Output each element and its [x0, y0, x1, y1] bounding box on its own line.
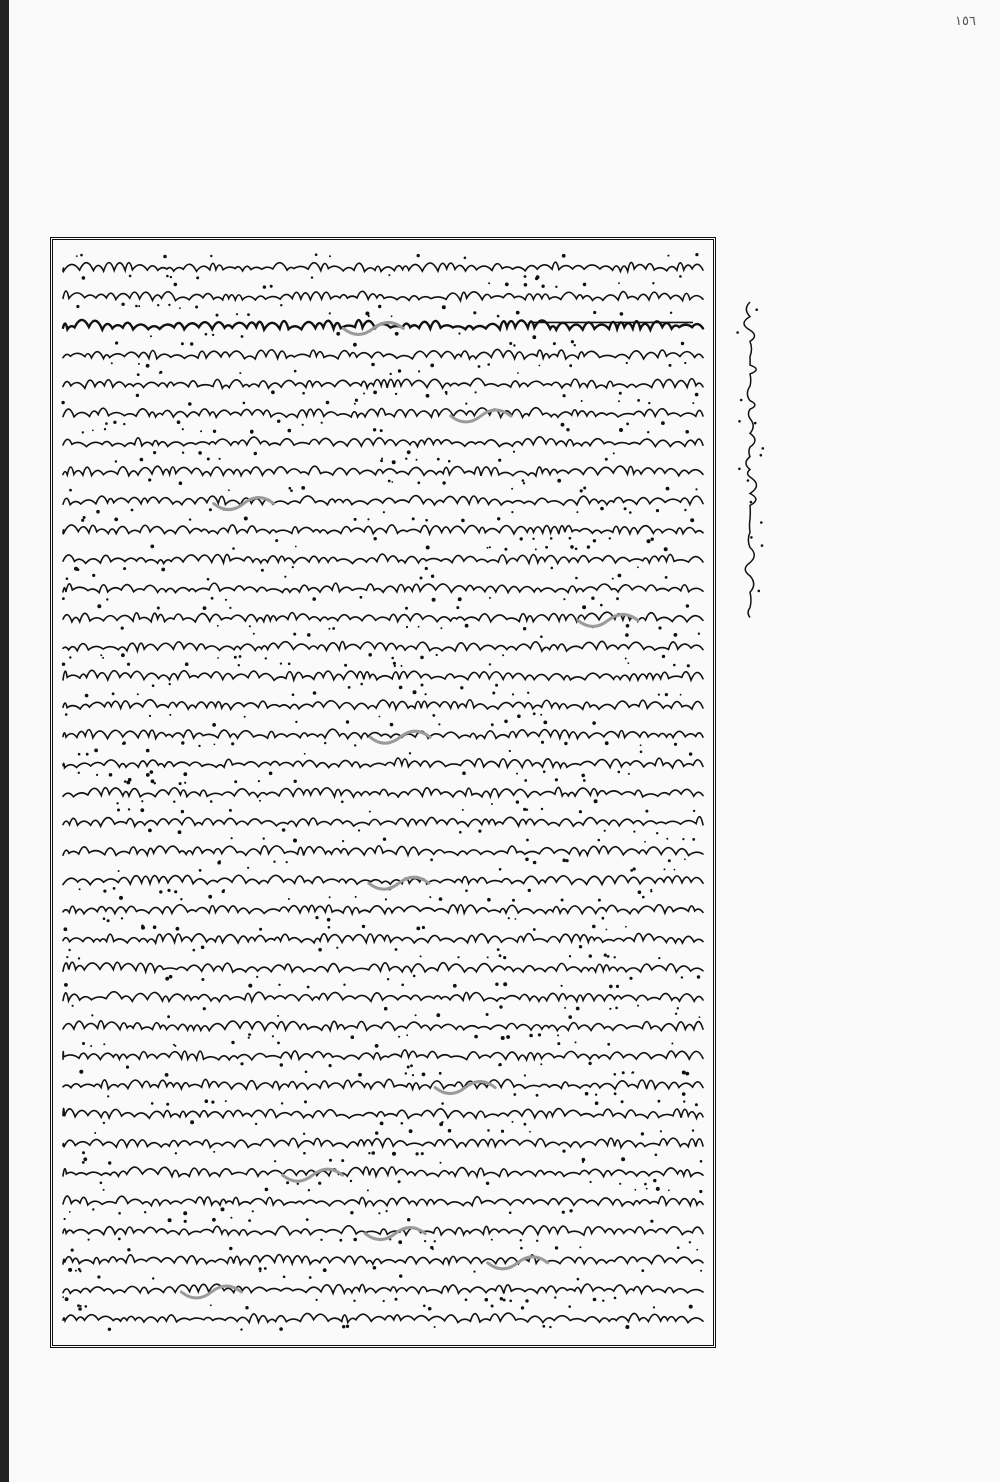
script-line	[62, 574, 703, 602]
script-line	[63, 837, 703, 864]
script-line	[63, 1157, 703, 1185]
script-line	[63, 1013, 703, 1040]
script-line	[63, 1187, 703, 1215]
main-text-block	[53, 240, 713, 1345]
script-line	[63, 633, 703, 660]
script-line	[63, 749, 703, 778]
script-line	[63, 458, 703, 486]
margin-script-stroke	[744, 302, 757, 618]
script-line	[63, 954, 703, 982]
script-line	[63, 1217, 703, 1244]
script-line	[61, 399, 703, 427]
script-line	[63, 428, 703, 455]
binding-edge	[0, 0, 9, 1482]
script-line	[62, 1274, 703, 1302]
script-line	[63, 1099, 703, 1126]
script-line	[63, 253, 703, 280]
script-line	[63, 604, 703, 631]
script-line	[63, 282, 703, 309]
script-line	[63, 867, 703, 894]
script-line	[63, 1304, 703, 1331]
script-line	[63, 808, 703, 835]
script-line	[63, 369, 703, 397]
script-line	[63, 311, 703, 339]
script-line	[63, 340, 703, 368]
script-line	[63, 545, 703, 572]
script-line	[63, 690, 703, 718]
text-frame	[50, 237, 716, 1348]
script-line	[63, 982, 703, 1010]
margin-note	[725, 297, 775, 627]
script-line	[63, 925, 703, 952]
script-line	[63, 1129, 703, 1156]
script-line	[62, 662, 703, 690]
script-line	[63, 778, 703, 805]
page-number: ١٥٦	[955, 14, 976, 29]
margin-note-script	[725, 297, 775, 627]
script-line	[63, 895, 703, 923]
script-line	[63, 720, 703, 748]
script-line	[63, 1041, 703, 1069]
script-line	[63, 1246, 703, 1273]
script-line	[63, 486, 703, 514]
script-line	[63, 516, 703, 543]
script-line	[63, 1070, 703, 1098]
